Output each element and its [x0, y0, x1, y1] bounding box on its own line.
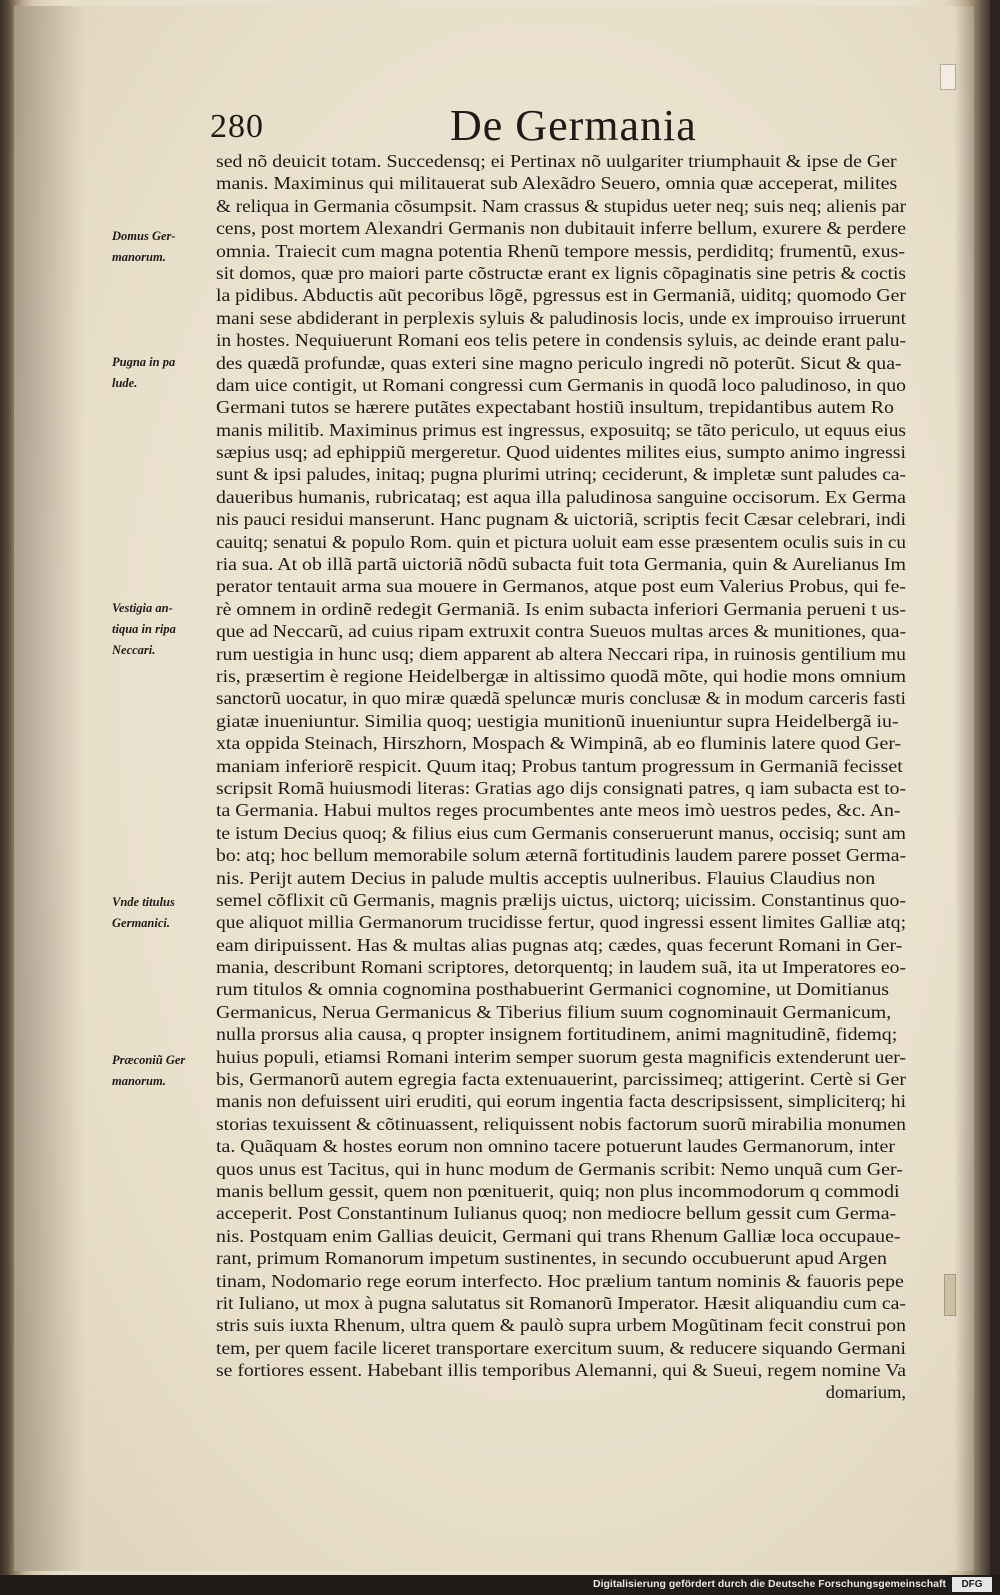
text-line: manis bellum gessit, quem non pœnituerit, quiq; non plus incommodorum q commodi: [216, 1180, 900, 1201]
page-edge-strip: [944, 1274, 956, 1316]
text-line: & reliqua in Germania cõsumpsit. Nam crassus & stupidus ueter neq; suis neq; alienis par: [216, 195, 907, 216]
text-line: giatæ inueniuntur. Similia quoq; uestigia munitionũ inueniuntur supra Heidelbergã iu-: [216, 710, 899, 731]
running-title: De Germania: [450, 101, 697, 150]
text-line: rant, primum Romanorum impetum sustinentes, in secundo occubuerunt apud Argen: [216, 1248, 887, 1269]
page-header: [210, 100, 910, 150]
margin-note: Vnde titulus Germanici.: [112, 895, 175, 930]
text-line: rum titulos & omnia cognomina posthabuerint Germanici cognomine, ut Domitianus: [216, 979, 889, 1000]
text-line: mani sese abdiderant in perplexis syluis & paludinosis locis, unde ex improuiso irruerunt: [216, 307, 907, 328]
text-line: sunt & ipsi paludes, initaq; pugna plurimi utrinq; ceciderunt, & impletæ sunt paludes ca-: [216, 464, 906, 485]
text-line: nis pauci residui manserunt. Hanc pugnam & uictoriã, scriptis fecit Cæsar celebrari, indi: [216, 509, 906, 530]
text-line: scripsit Romã huiusmodi literas: Gratias ago dijs consignati patres, q iam subacta est to-: [216, 777, 907, 798]
text-line: tem, per quem facile liceret transportare exercitum suum, & reducere siquando Germani: [216, 1337, 906, 1358]
text-line: Germani tutos se hærere putãtes expectabant hostiũ insultum, trepidantibus autem Ro: [216, 397, 894, 418]
body-text: [216, 150, 916, 1404]
text-line: nis. Perijt autem Decius in palude multis acceptis uulneribus. Flauius Claudius non: [216, 867, 876, 888]
text-line: xta oppida Steinach, Hirszhorn, Mospach & Wimpinã, ab eo fluminis latere quod Ger-: [216, 733, 902, 754]
text-line: nulla prorsus alia causa, q propter insignem fortitudinem, animi magnitudinẽ, fidemq;: [216, 1024, 898, 1045]
margin-note: Domus Ger- manorum.: [112, 229, 176, 264]
text-line: que ad Neccarũ, ad cuius ripam extruxit contra Sueuos multas arces & munitiones, qua-: [216, 621, 906, 642]
text-line: te istum Decius quoq; & filius eius cum Germanis conseruerunt manus, occisiq; sunt am: [216, 822, 906, 843]
footer-credit: Digitalisierung gefördert durch die Deutsche Forschungsgemeinschaft: [593, 1578, 946, 1590]
margin-note: Præconiũ Ger manorum.: [112, 1053, 186, 1088]
text-line: rè omnem in ordinẽ redegit Germaniã. Is enim subacta inferiori Germania perueni t us-: [216, 598, 906, 619]
text-line: in hostes. Nequiuerunt Romani eos telis petere in condensis syluis, ac deinde erant palu-: [216, 330, 906, 351]
text-line: maniam inferiorẽ respicit. Quum itaq; Probus tantum progressum in Germaniã fecisset: [216, 755, 903, 776]
margin-note: Pugna in pa lude.: [112, 355, 176, 390]
text-line: ria sua. At ob illã partã uictoriã nõdũ subacta fuit tota Germania, quin & Aurelianus Im: [216, 554, 906, 575]
text-line: ta Germania. Habui multos reges procumbentes ante meos imò uestros pedes, &c. An-: [216, 800, 901, 821]
text-line: Germanicus, Nerua Germanicus & Tiberius filium suum cognominauit Germanicum,: [216, 1001, 892, 1022]
text-line: dam uice contigit, ut Romani congressi cum Germanis in quodã loco paludinoso, in quo: [216, 374, 906, 395]
text-line: rum uestigia in hunc usq; diem apparent ab altera Neccari ripa, in ruinosis gentilium mu: [216, 643, 906, 664]
text-line: stris suis iuxta Rhenum, ultra quem & paulò supra urbem Mogũtinam fecit construi pon: [216, 1315, 906, 1336]
text-line: daueribus humanis, rubricataq; est aqua illa paludinosa sanguine occisorum. Ex Germa: [216, 486, 906, 507]
text-line: tinam, Nodomario rege eorum interfecto. Hoc prælium tantum nominis & fauoris pepe: [216, 1270, 904, 1291]
text-line: sanctorũ uocatur, in quo miræ quædã speluncæ muris conclusæ & in modum carceris fasti: [216, 688, 906, 709]
text-line: la pidibus. Abductis aũt pecoribus lõgẽ, pgressus est in Germaniã, uiditq; quomodo Ger: [216, 285, 906, 306]
text-line: bo: atq; hoc bellum memorabile solum æternã fortitudinis laudem parere posset Germa-: [216, 845, 906, 866]
text-line: omnia. Traiecit cum magna potentia Rhenũ tempore messis, perdiditq; frumentũ, exus-: [216, 240, 905, 261]
text-line: domarium,: [825, 1382, 906, 1403]
footer-bar: [0, 1575, 1000, 1595]
text-line: ris, præsertim è regione Heidelbergæ in altissimo quodã mõte, qui hodie mons omnium: [216, 665, 906, 686]
page-number: 280: [210, 108, 264, 145]
page-tab-marker: [940, 64, 956, 90]
text-line: manis non defuissent uiri eruditi, qui eorum ingentia facta descripsissent, simpliciterq; hi: [216, 1091, 906, 1112]
text-line: ta. Quãquam & hostes eorum non omnino tacere potuerunt laudes Germanorum, inter: [216, 1136, 895, 1157]
text-line: des quædã profundæ, quas exteri sine magno periculo ingredi nõ poterũt. Sicut & qua-: [216, 352, 902, 373]
margin-note: Vestigia an- tiqua in ripa Neccari.: [112, 601, 176, 657]
text-line: mania, describunt Romani scriptores, detorquentq; in laudem suã, ita ut Imperatores eo-: [216, 957, 907, 978]
text-line: se fortiores essent. Habebant illis temporibus Alemanni, qui & Sueui, regem nomine Va: [216, 1360, 906, 1381]
text-line: quos unus est Tacitus, qui in hunc modum de Germanis scribit: Nemo unquã cum Ger-: [216, 1158, 903, 1179]
text-line: eam diripuissent. Has & multas alias pugnas atq; cædes, quas fecerunt Romani in Ger-: [216, 934, 903, 955]
text-line: bis, Germanorũ autem egregia facta extenuauerint, parcissimeq; attigerint. Certè si Ger: [216, 1069, 906, 1090]
text-line: sit domos, quæ pro maiori parte cõstructæ erant ex lignis cõpaginatis sine petris & coctis: [216, 262, 907, 283]
text-line: perator tentauit arma sua mouere in Germanos, atque post eum Valerius Probus, qui fe-: [216, 576, 907, 597]
text-line: manis militib. Maximinus primus est ingressus, exposuitq; se tãto periculo, ut equus eius: [216, 419, 906, 440]
text-line: huius populi, etiamsi Romani interim semper suorum gesta magnificis extenderunt uer-: [216, 1046, 906, 1067]
text-line: cens, post mortem Alexandri Germanis non dubitauit inferre bellum, exurere & perdere: [216, 218, 906, 239]
text-line: rit Iuliano, ut mox à pugna salutatus sit Romanorũ Imperator. Hæsit aliquandiu cum ca-: [216, 1292, 906, 1313]
text-line: manis. Maximinus qui militauerat sub Alexãdro Seuero, omnia quæ acceperat, milites: [216, 173, 898, 194]
text-line: nis. Postquam enim Gallias deuicit, Germani qui trans Rhenum Galliæ loca occupaue-: [216, 1225, 901, 1246]
text-line: cauitq; senatui & populo Rom. quin et pictura uoluit eam esse præsentem oculis suis in cu: [216, 531, 906, 552]
text-line: sæpius usq; ad ephippiũ mergeretur. Quod uidentes milites eius, sumpto animo ingressi: [216, 442, 907, 463]
text-line: storias texuissent & cõtinuassent, reliquissent nobis factorum suorũ mirabilia monumen: [216, 1113, 906, 1134]
text-line: que aliquot millia Germanorum trucidisse fertur, quod ingressi essent limites Galliæ atq;: [216, 912, 906, 933]
text-line: acceperit. Post Constantinum Iulianus quoq; non mediocre bellum gessit cum Germa-: [216, 1203, 897, 1224]
dfg-logo: DFG: [952, 1577, 992, 1592]
text-line: semel cõflixit cũ Germanis, magnis prælijs uictus, uictorq; uicissim. Constantinus quo-: [216, 889, 906, 910]
text-line: sed nõ deuicit totam. Succedensq; ei Pertinax nõ uulgariter triumphauit & ipse de Ger: [216, 151, 897, 171]
